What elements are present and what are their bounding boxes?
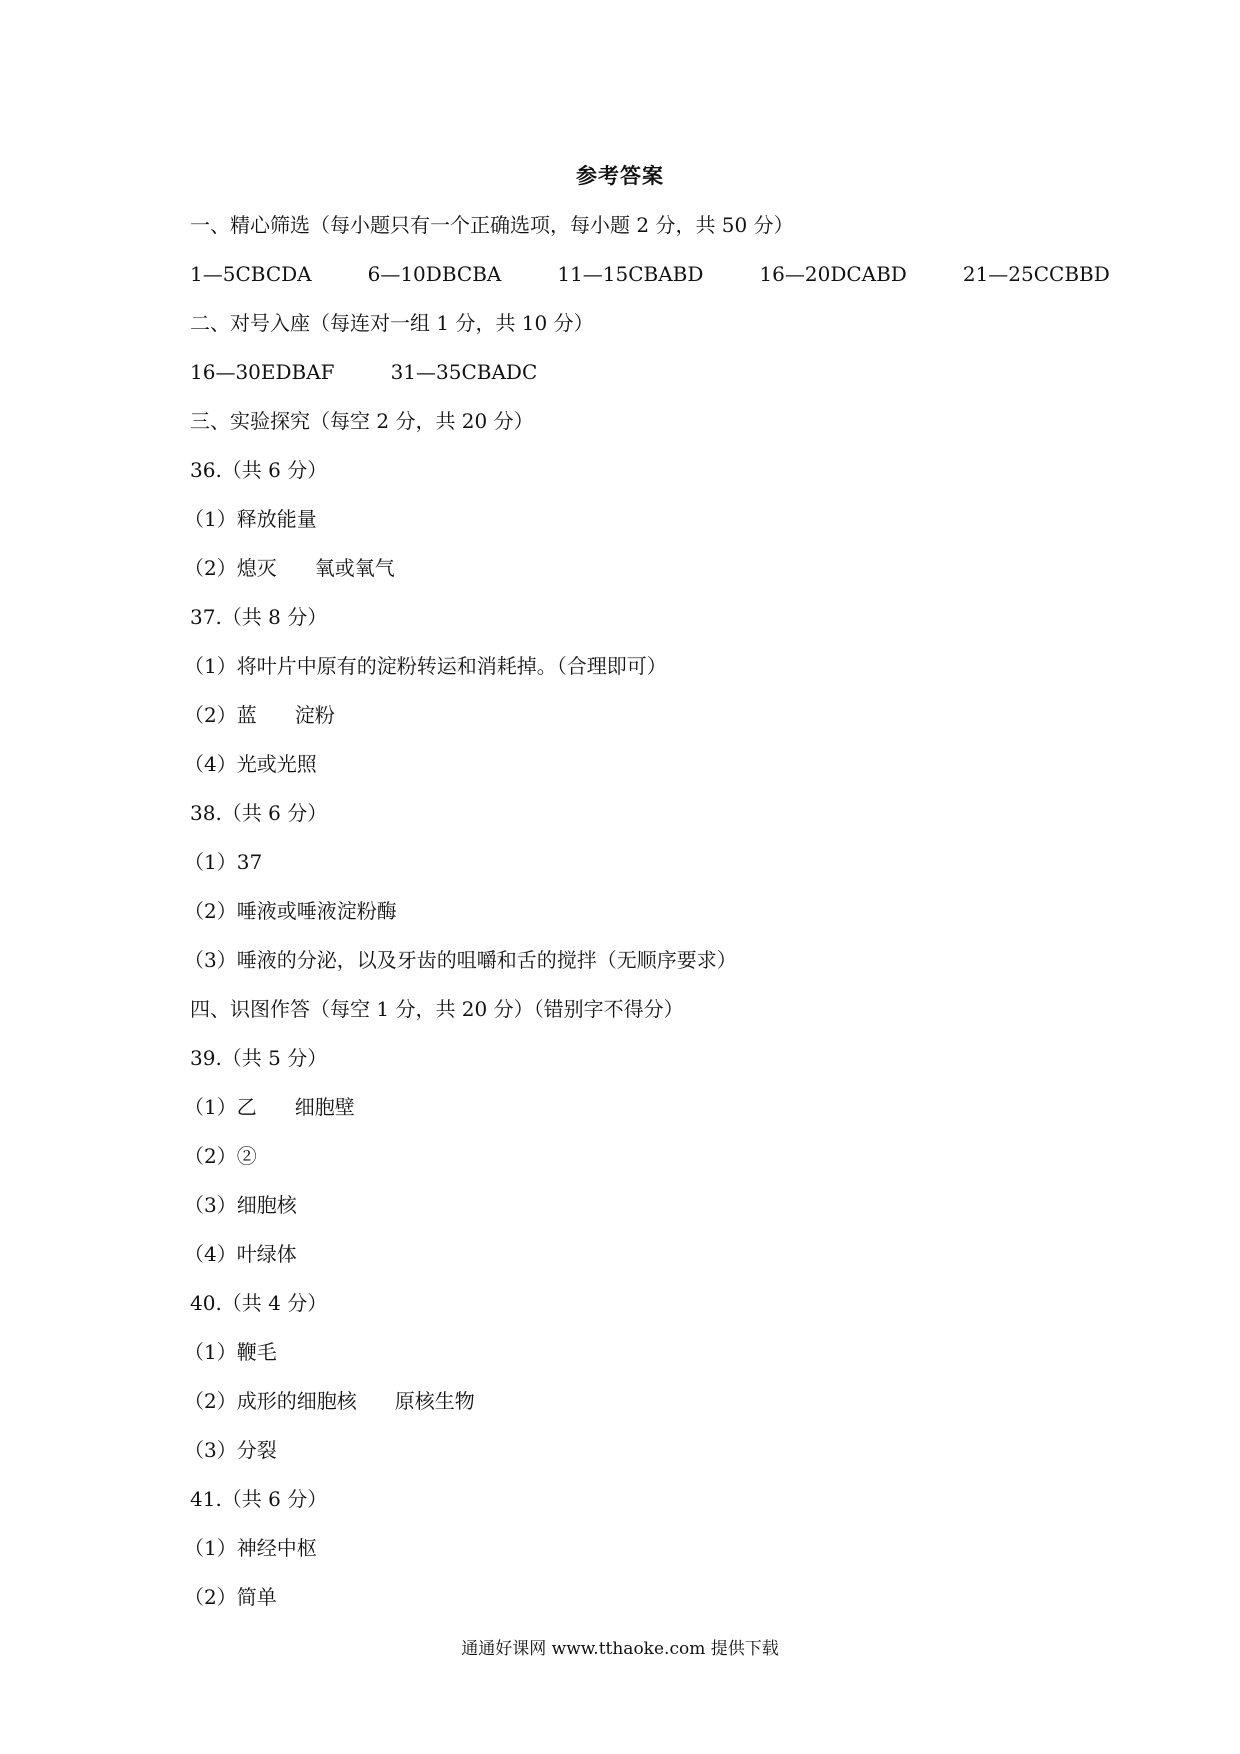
section-heading-4: 四、识图作答（每空 1 分，共 20 分）（错别字不得分） (190, 997, 684, 1021)
answer-text: （2）熄灭 (184, 556, 277, 580)
answer-group: 31—35CBADC (390, 360, 538, 384)
answer-content (184, 208, 1110, 1629)
section-heading-3: 三、实验探究（每空 2 分，共 20 分） (190, 409, 534, 433)
question-40-answer-1: （1）鞭毛 (184, 1340, 277, 1364)
question-39-title: 39.（共 5 分） (190, 1046, 328, 1070)
section-heading-1: 一、精心筛选（每小题只有一个正确选项，每小题 2 分，共 50 分） (190, 213, 794, 237)
question-37-answer-4: （4）光或光照 (184, 752, 317, 776)
question-37-answer-1: （1）将叶片中原有的淀粉转运和消耗掉。（合理即可） (184, 654, 667, 678)
question-41-title: 41.（共 6 分） (190, 1487, 328, 1511)
answer-text: 细胞壁 (294, 1095, 355, 1119)
page-title: 参考答案 (576, 163, 664, 188)
question-36-title: 36.（共 6 分） (190, 458, 328, 482)
page-footer: 通通好课网 www.tthaoke.com 提供下载 (461, 1639, 779, 1659)
question-39-answer-4: （4）叶绿体 (184, 1242, 297, 1266)
answer-group: 6—10DBCBA (367, 262, 502, 286)
answer-text: 氧或氧气 (314, 556, 395, 580)
question-39-answer-1 (184, 1090, 1090, 1139)
question-39-answer-2: （2）② (184, 1144, 257, 1168)
question-39-answer-3: （3）细胞核 (184, 1193, 297, 1217)
answer-group: 21—25CCBBD (962, 262, 1110, 286)
answer-group: 16—20DCABD (759, 262, 907, 286)
question-36-answer-1: （1）释放能量 (184, 507, 317, 531)
answer-group: 11—15CBABD (557, 262, 704, 286)
answer-text: （1）乙 (184, 1095, 257, 1119)
question-41-answer-2: （2）简单 (184, 1585, 277, 1609)
section1-answers (190, 257, 1110, 306)
question-40-title: 40.（共 4 分） (190, 1291, 328, 1315)
answer-text: （2）成形的细胞核 (184, 1389, 357, 1413)
question-41-answer-1: （1）神经中枢 (184, 1536, 317, 1560)
question-37-title: 37.（共 8 分） (190, 605, 328, 629)
question-38-answer-2: （2）唾液或唾液淀粉酶 (184, 899, 397, 923)
answer-text: 原核生物 (394, 1389, 475, 1413)
answer-text: 淀粉 (294, 703, 335, 727)
answer-text: （2）蓝 (184, 703, 257, 727)
question-38-answer-1: （1）37 (184, 850, 263, 874)
answer-group: 16—30EDBAF (190, 360, 335, 384)
question-36-answer-2 (184, 551, 1090, 600)
question-38-answer-3: （3）唾液的分泌，以及牙齿的咀嚼和舌的搅拌（无顺序要求） (184, 948, 737, 972)
question-37-answer-2 (184, 698, 1090, 747)
section2-answers (190, 355, 1090, 404)
question-40-answer-3: （3）分裂 (184, 1438, 277, 1462)
section-heading-2: 二、对号入座（每连对一组 1 分，共 10 分） (190, 311, 594, 335)
question-40-answer-2 (184, 1384, 1090, 1433)
question-38-title: 38.（共 6 分） (190, 801, 328, 825)
answer-group: 1—5CBCDA (190, 262, 312, 286)
